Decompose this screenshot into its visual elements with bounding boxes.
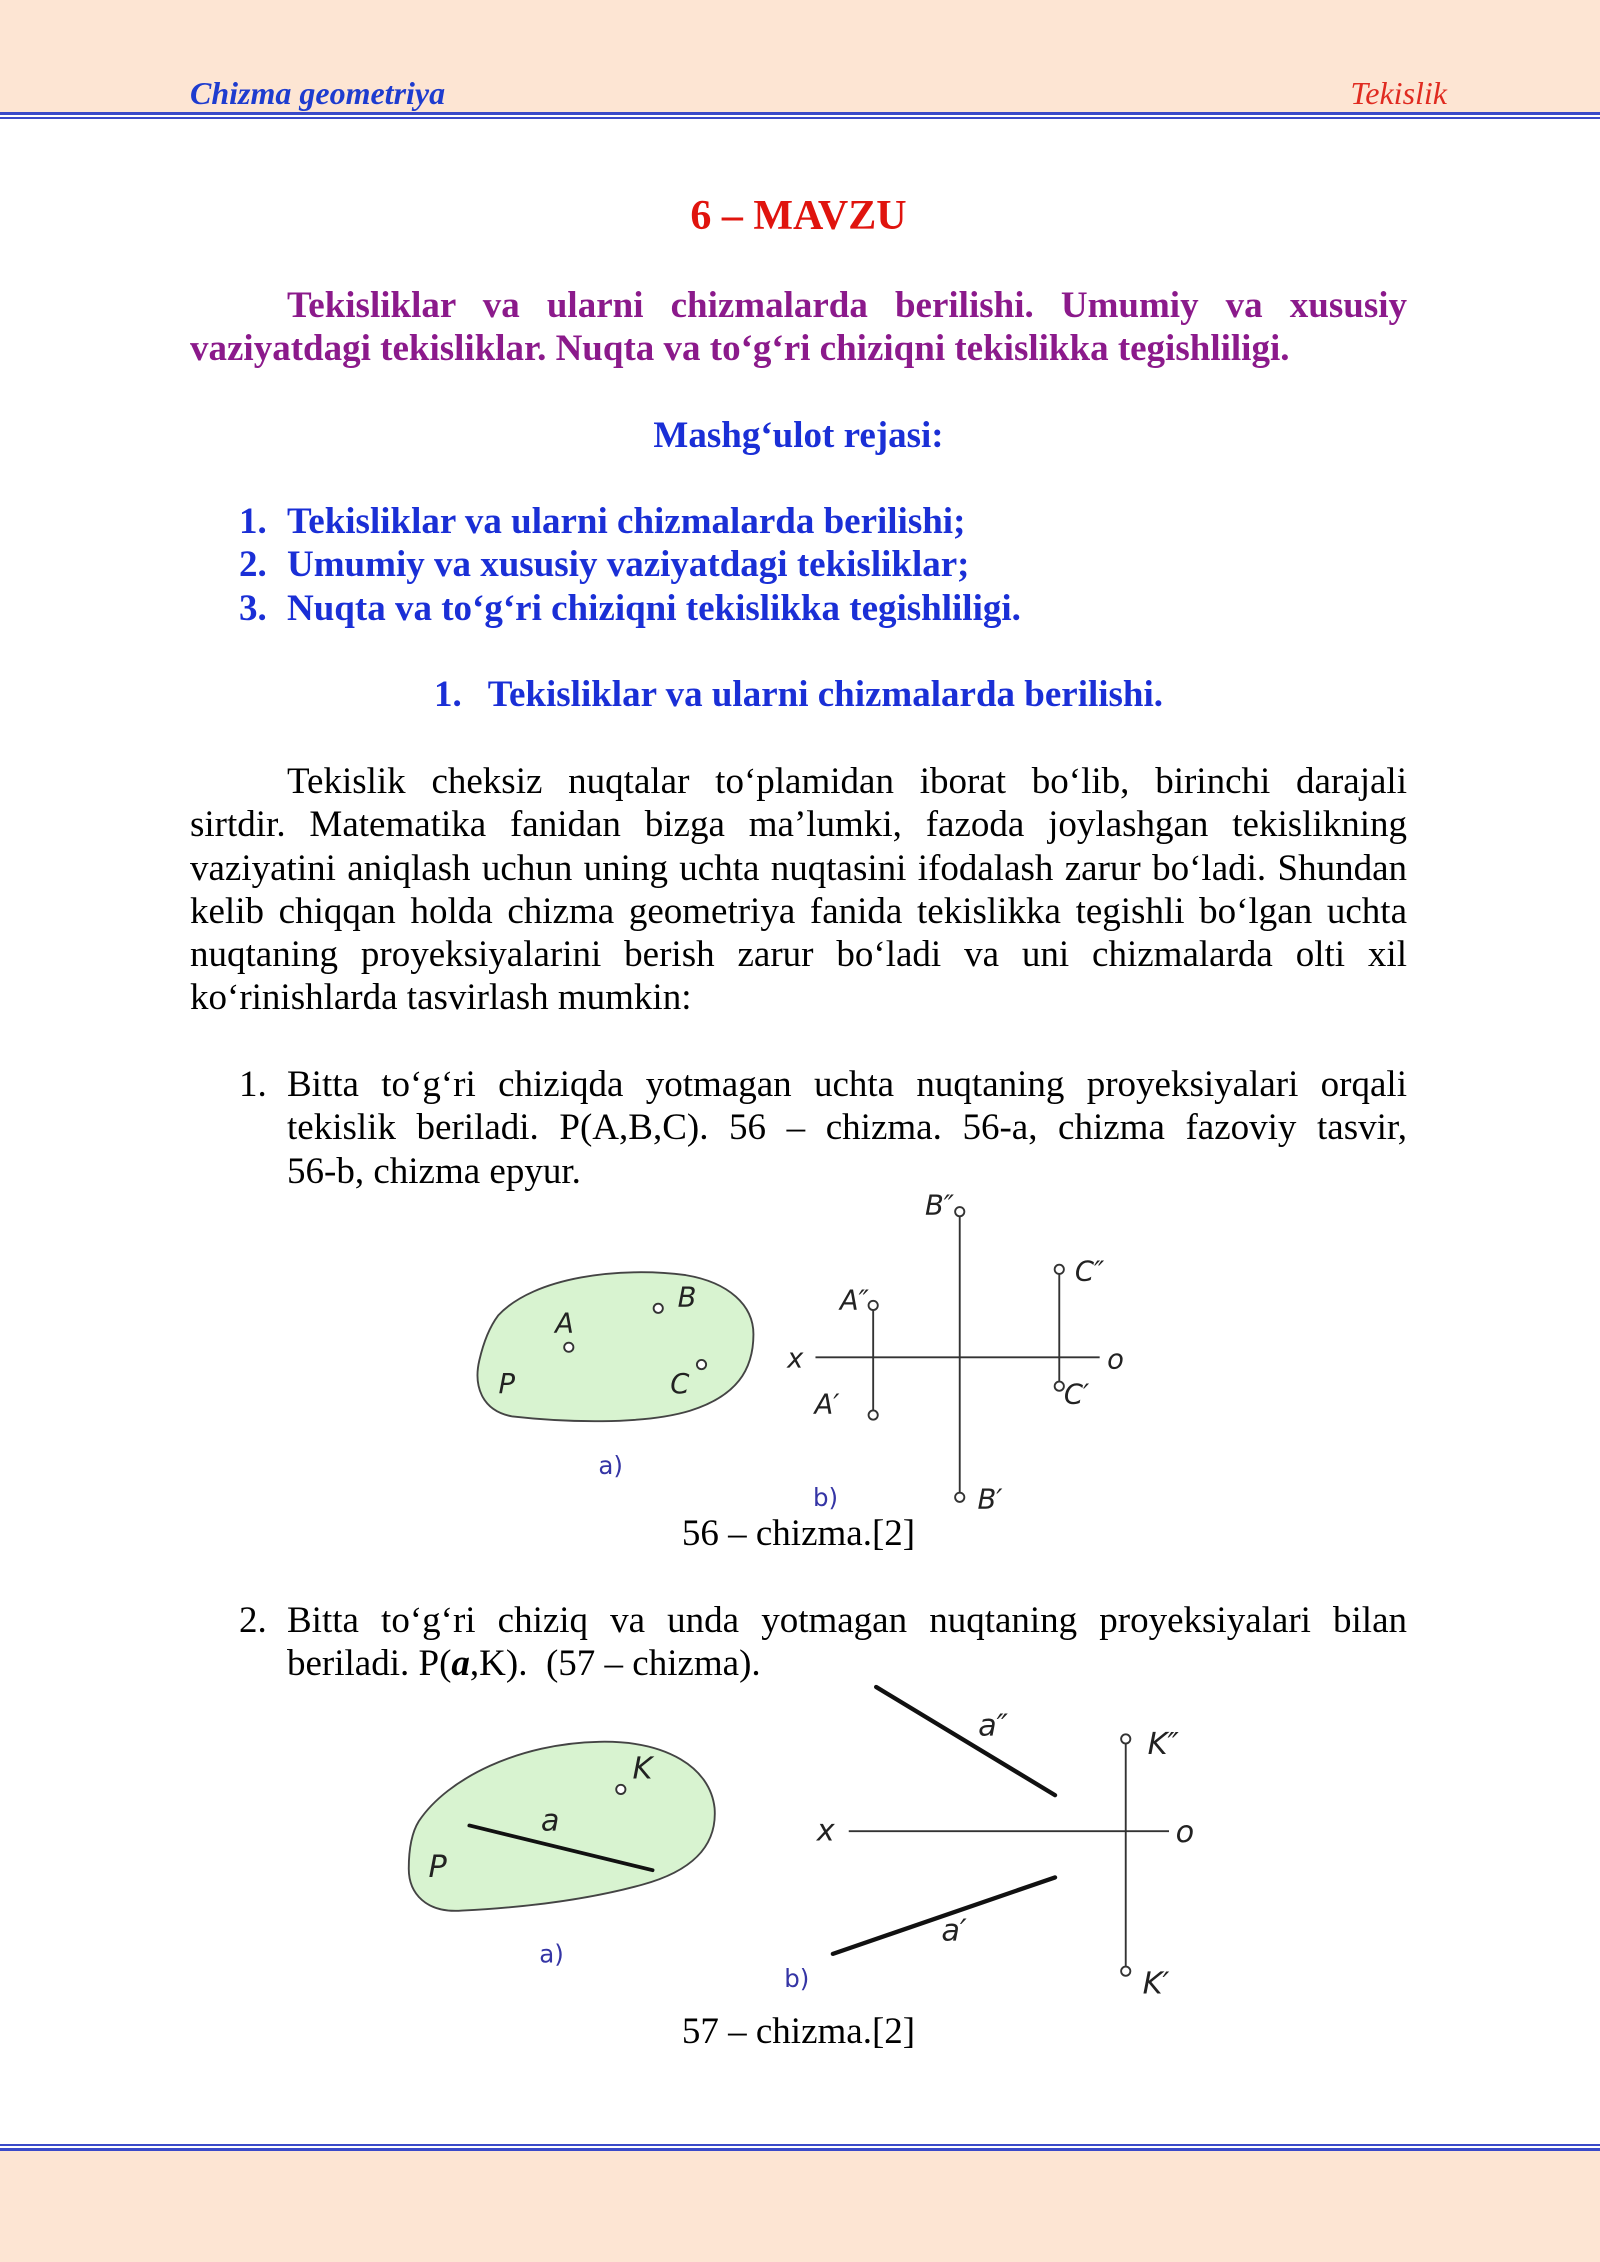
paragraph-line: kelib chiqqan holda chizma geometriya fanida tekislikka tegishli bo‘lgan uchta [190, 890, 1407, 932]
point-b-marker [653, 1304, 662, 1313]
paragraph-line: ko‘rinishlarda tasvirlash mumkin: [190, 977, 692, 1019]
plan-list [239, 500, 1407, 630]
line-a-top-label: a′ [940, 1912, 967, 1948]
header-book-title: Chizma geometriya [190, 75, 446, 111]
point-a-label: A [554, 1308, 574, 1340]
plan-item-text: Umumiy va xususiy vaziyatdagi tekisliklar; [287, 544, 970, 586]
point-a-marker [564, 1343, 573, 1352]
point-k-label: K [632, 1751, 652, 1787]
axis-o-label: o [1106, 1344, 1124, 1376]
method-item-text [287, 1063, 1407, 1193]
section-number: 1. [433, 674, 462, 715]
plan-item-text: Tekisliklar va ularni chizmalarda berilishi; [287, 501, 966, 542]
axis-x-label: x [786, 1343, 803, 1375]
panel-b-label: b) [812, 1482, 838, 1512]
point-a-front-marker [868, 1301, 877, 1310]
method-list-item [239, 1063, 1407, 1193]
point-c-top-marker [1054, 1382, 1063, 1391]
method-item-number: 2. [239, 1599, 267, 1641]
plane-p-region [477, 1272, 753, 1421]
line-text-after: ,K). (57 – chizma). [469, 1642, 761, 1684]
axis-x-label: x [816, 1813, 835, 1849]
paragraph-line: vaziyatini aniqlash uchun uning uchta nuqtasini ifodalash zarur bo‘ladi. Shundan [190, 847, 1407, 889]
panel-b-label: b) [783, 1963, 809, 1993]
topic-heading [190, 284, 1407, 371]
plane-p-label: P [498, 1369, 515, 1401]
page-footer [0, 2151, 1600, 2262]
intro-paragraph [190, 760, 1407, 1020]
topic-heading-line: Tekisliklar va ularni chizmalarda berilishi. Umumiy va xususiy [287, 285, 1407, 326]
paragraph-line: Tekislik cheksiz nuqtalar to‘plamidan iborat bo‘lib, birinchi darajali [287, 761, 1407, 802]
point-a-top-marker [868, 1411, 877, 1420]
plan-item-number: 1. [239, 501, 267, 542]
section-title: Tekisliklar va ularni chizmalarda berilishi. [487, 674, 1164, 715]
point-c-front-label: C″ [1074, 1256, 1104, 1288]
axis-o-label: o [1175, 1814, 1194, 1850]
paragraph-line: sirtdir. Matematika fanidan bizga ma’lumki, fazoda joylashgan tekislikning [190, 804, 1407, 846]
figure-56 [462, 1190, 1140, 1522]
point-c-top-label: C′ [1063, 1379, 1089, 1411]
plan-list-item [239, 543, 1407, 586]
panel-a-label: a) [597, 1451, 623, 1481]
header-rule-thick [0, 112, 1600, 115]
topic-heading-line: vaziyatdagi tekisliklar. Nuqta va to‘g‘ri chiziqni tekislikka tegishliligi. [190, 328, 1290, 370]
plan-item-text: Nuqta va to‘g‘ri chiziqni tekislikka tegishliligi. [287, 587, 1021, 629]
method-item-line: Bitta to‘g‘ri chiziqda yotmagan uchta nuqtaning proyeksiyalari orqali [287, 1064, 1407, 1105]
section-heading [190, 673, 1407, 716]
topic-number-title: 6 – MAVZU [690, 193, 907, 239]
line-text-before: beriladi. P( [287, 1642, 452, 1684]
panel-a-label: a) [538, 1938, 564, 1968]
method-item-text [287, 1599, 1407, 1686]
figure-56-caption: 56 – chizma.[2] [681, 1513, 916, 1554]
plan-list-item [239, 500, 1407, 543]
plan-heading: Mashg‘ulot rejasi: [653, 415, 944, 456]
plan-item-number: 2. [239, 544, 267, 586]
footer-rule-thin [0, 2144, 1600, 2146]
point-c-label: C [669, 1369, 690, 1401]
figure-57 [390, 1674, 1212, 2006]
method-item-line: Bitta to‘g‘ri chiziq va unda yotmagan nuqtaning proyeksiyalari bilan [287, 1599, 1407, 1641]
method-list-item [239, 1599, 1407, 1686]
point-b-front-label: B″ [924, 1190, 954, 1222]
point-a-front-label: A″ [839, 1285, 869, 1317]
point-b-label: B [677, 1282, 697, 1314]
figure-57-caption: 57 – chizma.[2] [681, 2010, 916, 2052]
point-k-top-marker [1121, 1966, 1130, 1975]
point-c-marker [696, 1360, 705, 1369]
method-item-line: 56-b, chizma epyur. [287, 1150, 581, 1192]
header-chapter-title: Tekislik [1350, 75, 1447, 111]
point-a-top-label: A′ [814, 1389, 840, 1421]
plan-item-number: 3. [239, 587, 267, 629]
point-c-front-marker [1054, 1265, 1063, 1274]
point-k-marker [616, 1784, 625, 1793]
point-k-front-marker [1121, 1734, 1130, 1743]
plan-list-item [239, 587, 1407, 630]
paragraph-line: nuqtaning proyeksiyalarini berish zarur bo‘ladi va uni chizmalarda olti xil [190, 934, 1407, 976]
point-b-front-marker [955, 1207, 964, 1216]
line-a-label: a [540, 1803, 559, 1839]
method-item-line: tekislik beriladi. P(A,B,C). 56 – chizma. 56-a, chizma fazoviy tasvir, [287, 1107, 1407, 1149]
point-k-front-label: K″ [1147, 1726, 1179, 1762]
line-a-front-label: a″ [977, 1707, 1008, 1743]
method-item-number: 1. [239, 1064, 267, 1105]
line-a-front-projection [876, 1686, 1055, 1794]
line-symbol-a: a [451, 1642, 470, 1684]
header-rule-thin [0, 117, 1600, 119]
plane-p-label: P [427, 1849, 447, 1885]
point-b-top-label: B′ [977, 1484, 1003, 1516]
point-b-top-marker [955, 1493, 964, 1502]
plane-p-region [408, 1741, 714, 1910]
point-k-top-label: K′ [1142, 1966, 1169, 2002]
